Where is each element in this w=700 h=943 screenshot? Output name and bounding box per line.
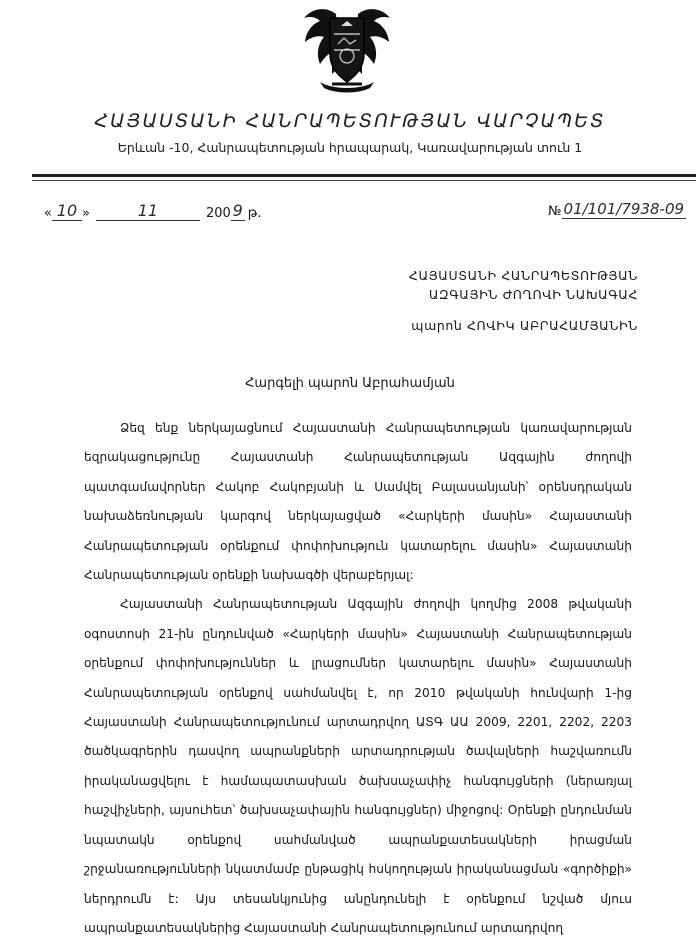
addressee-block xyxy=(409,266,638,304)
date-year-mark: թ. xyxy=(247,206,262,221)
reference-number xyxy=(548,200,686,219)
header-rule-thin xyxy=(32,180,696,181)
addressee-name: պարոն ՀՈՎԻԿ ԱԲՐԱՀԱՄՅԱՆԻՆ xyxy=(411,318,638,333)
date-month: 11 xyxy=(96,202,200,221)
reference-prefix: № xyxy=(548,204,562,219)
body-paragraph-1: Ձեզ ենք ներկայացնում Հայաստանի Հանրապետության կառավարության եզրակացությունը Հայաստանի Հանրապետության Ազգային ժողովի պատգամավորներ Հակոբ Հակոբյանի և Սամվել Բալասանյանի՝ օրենսդրական նախաձեռնության կարգով ներկայացված «Հարկերի մասին» Հայաստանի Հանրապետության օրենքում փոփոխություն կատարելու մասին» Հայաստանի Հանրապետության օրենքի նախագծի վերաբերյալ: xyxy=(84,421,632,583)
office-address: Երևան -10, Հանրապետության հրապարակ, Կառավարության տուն 1 xyxy=(117,140,583,155)
date-close-quote: » xyxy=(81,206,90,221)
letter-body xyxy=(84,414,632,943)
date-year-prefix: 200 xyxy=(205,206,231,221)
body-paragraph-2: Հայաստանի Հանրապետության Ազգային ժողովի կողմից 2008 թվականի օգոստոսի 21-ին ընդունված «Հարկերի մասին» Հայաստանի Հանրապետության օրենքում փոփոխություններ և լրացումներ կատարելու մասին» Հայաստանի Հանրապետության օրենքով սահմանվել է, որ 2010 թվականի հունվարի 1-ից Հայաստանի Հանրապետությունում արտադրվող ԱՏԳ ԱԱ 2009, 2201, 2202, 2203 ծածկագրերին դասվող ապրանքների արտադրության ծավալների հաշվառումն իրականացվելու է համապատասխան ծախսաչափիչ հանգույցների (ներառյալ հաշվիչների, այսուհետ՝ ծախսաչափային հանգույցներ) միջոցով: Օրենքի ընդունման նպատակն օրենքով սահմանված ապրանքատեսակների իրացման շրջանառությունների նկատմամբ ընթացիկ հսկողության իրականացման «գործիքի» ներդրումն է: Այս տեսանկյունից անընդունելի է օրենքում նշված մյուս ապրանքատեսակներից Հայաստանի Հանրապետությունում արտադրվող xyxy=(84,597,632,935)
reference-value: 01/101/7938-09 xyxy=(563,200,685,218)
salutation: Հարգելի պարոն Աբրահամյան xyxy=(245,376,455,391)
header-rule-thick xyxy=(32,174,696,177)
coat-of-arms-icon xyxy=(296,4,398,94)
date-day: 10 xyxy=(52,202,82,221)
office-title: ՀԱՅԱՍՏԱՆԻ ՀԱՆՐԱՊԵՏՈՒԹՅԱՆ ՎԱՐՉԱՊԵՏ xyxy=(94,110,606,132)
addressee-line-2: ԱԶԳԱՅԻՆ ԺՈՂՈՎԻ ՆԱԽԱԳԱՀ xyxy=(428,287,638,302)
date-year-suffix: 9 xyxy=(232,201,243,220)
addressee-line-1: ՀԱՅԱՍՏԱՆԻ ՀԱՆՐԱՊԵՏՈՒԹՅԱՆ xyxy=(408,268,638,283)
date-open-quote: « xyxy=(44,206,52,221)
letter-date xyxy=(44,202,262,221)
